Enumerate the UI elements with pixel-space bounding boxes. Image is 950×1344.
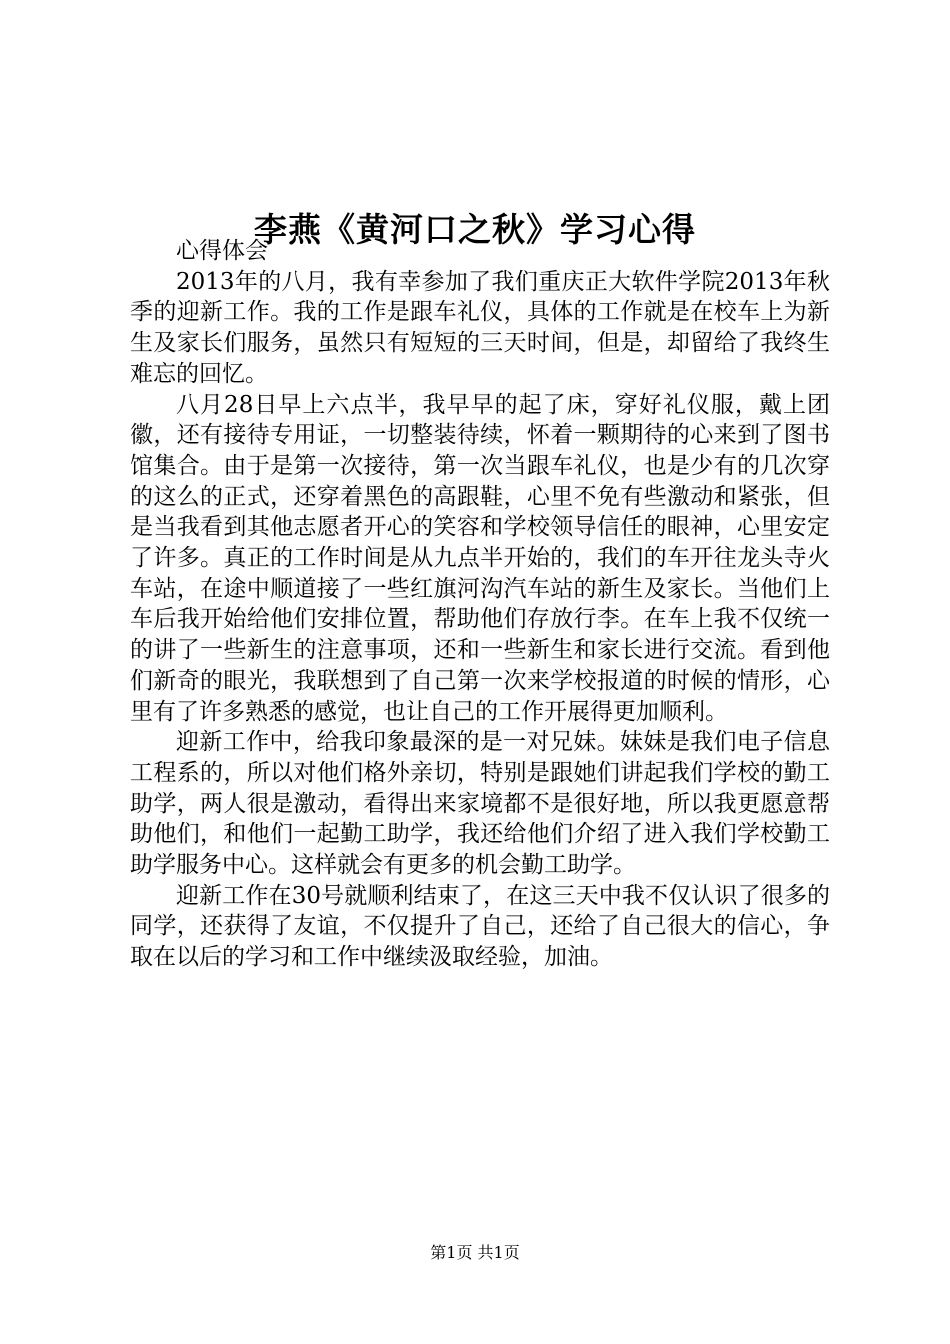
paragraph: 2013年的八月，我有幸参加了我们重庆正大软件学院2013年秋季的迎新工作。我的工作是跟车礼仪，具体的工作就是在校车上为新生及家长们服务，虽然只有短短的三天时间，但是，却留给了我终生难忘的回忆。 — [130, 268, 830, 387]
paragraph-heading: 心得体会 — [176, 238, 268, 264]
document-body — [130, 236, 830, 973]
page-footer: 第1页 共1页 — [430, 1243, 520, 1262]
paragraph: 八月28日早上六点半，我早早的起了床，穿好礼仪服，戴上团徽，还有接待专用证，一切整装待续，怀着一颗期待的心来到了图书馆集合。由于是第一次接待，第一次当跟车礼仪，也是少有的几次穿的这么的正式，还穿着黑色的高跟鞋，心里不免有些激动和紧张，但是当我看到其他志愿者开心的笑容和学校领导信任的眼神，心里安定了许多。真正的工作时间是从九点半开始的，我们的车开往龙头寺火车站，在途中顺道接了一些红旗河沟汽车站的新生及家长。当他们上车后我开始给他们安排位置，帮助他们存放行李。在车上我不仅统一的讲了一些新生的注意事项，还和一些新生和家长进行交流。看到他们新奇的眼光，我联想到了自己第一次来学校报道的时候的情形，心里有了许多熟悉的感觉，也让自己的工作开展得更加顺利。 — [130, 391, 830, 725]
paragraph: 迎新工作中，给我印象最深的是一对兄妹。妹妹是我们电子信息工程系的，所以对他们格外亲切，特别是跟她们讲起我们学校的勤工助学，两人很是激动，看得出来家境都不是很好地，所以我更愿意帮助他们，和他们一起勤工助学，我还给他们介绍了进入我们学校勤工助学服务中心。这样就会有更多的机会勤工助学。 — [130, 729, 830, 879]
paragraph: 迎新工作在30号就顺利结束了，在这三天中我不仅认识了很多的同学，还获得了友谊，不仅提升了自己，还给了自己很大的信心，争取在以后的学习和工作中继续汲取经验，加油。 — [130, 882, 830, 971]
page-title: 李燕《黄河口之秋》学习心得 — [254, 210, 696, 250]
